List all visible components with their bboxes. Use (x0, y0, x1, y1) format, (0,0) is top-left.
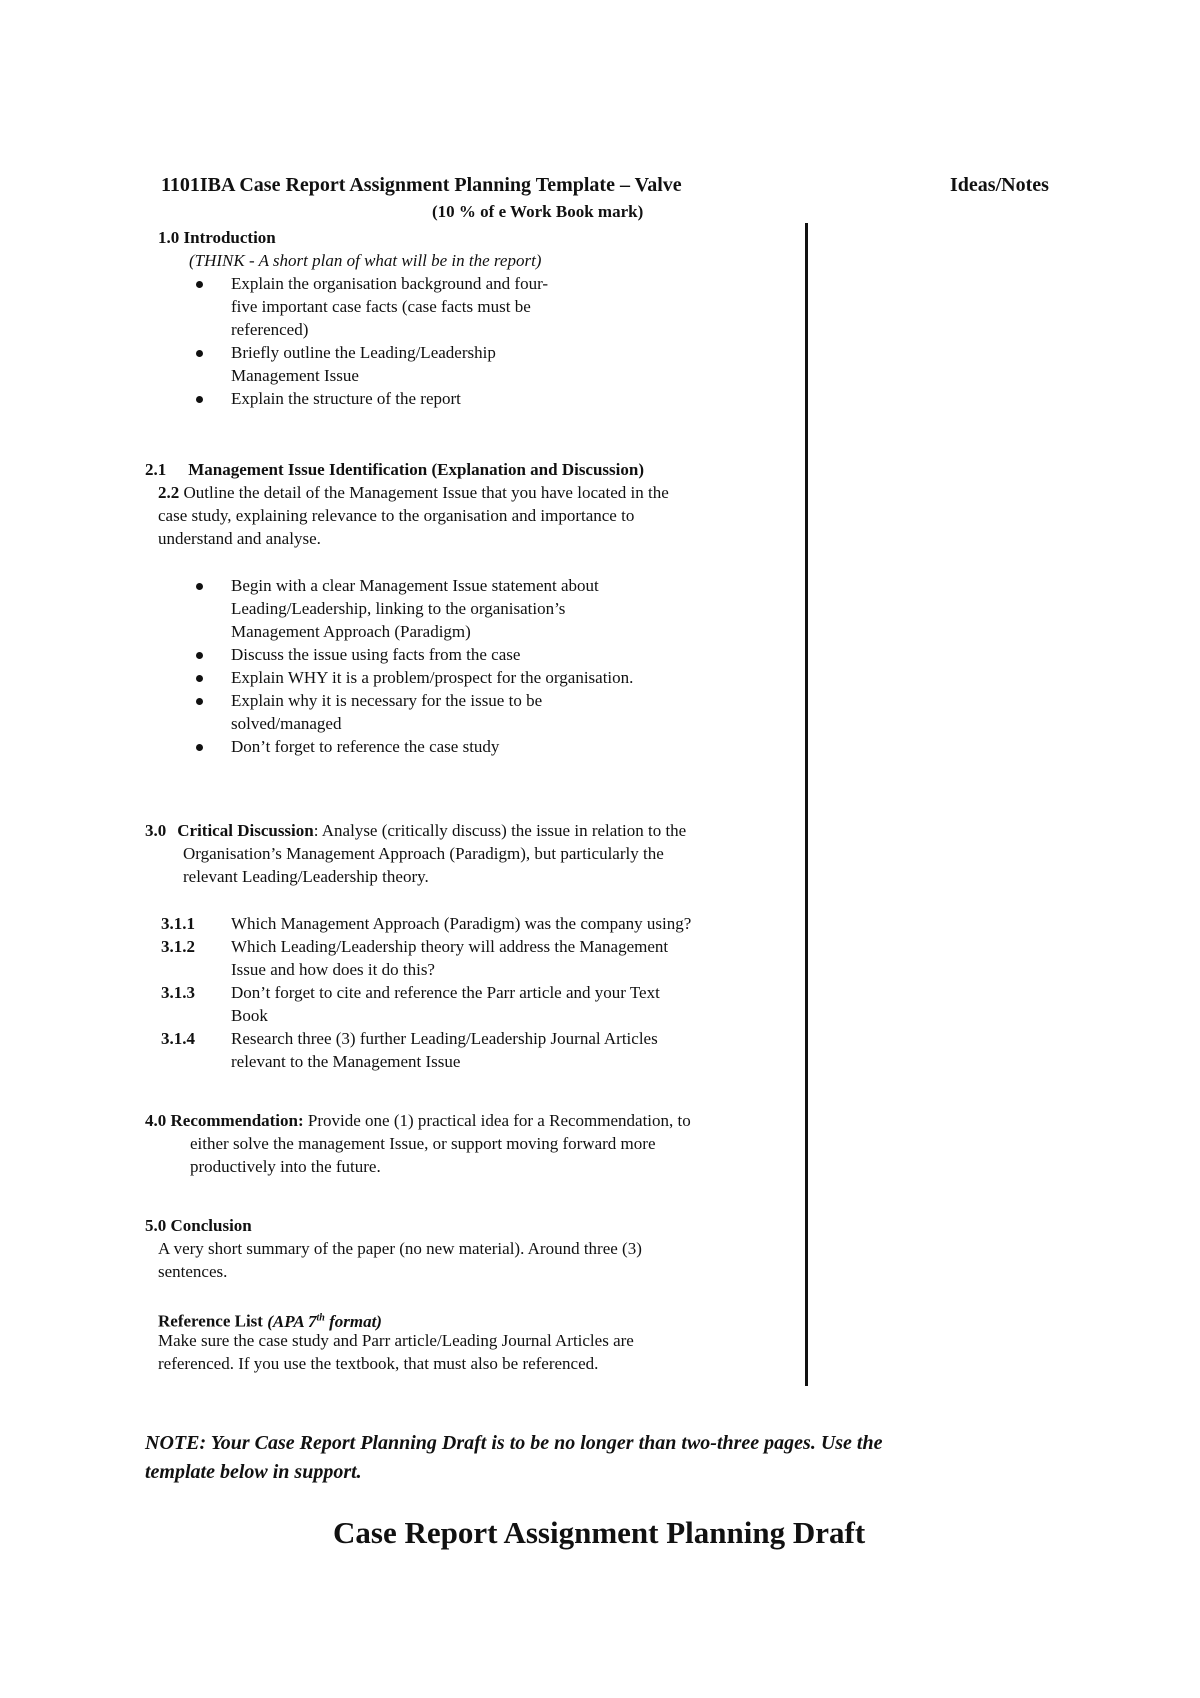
issue-bullet-list (196, 574, 633, 758)
critical-heading: 3.0 Critical Discussion: Analyse (critically discuss) the issue in relation to the (145, 821, 687, 840)
critical-numbered-list (161, 912, 691, 1073)
intro-bullet-list (196, 272, 548, 410)
reference-description: Make sure the case study and Parr article/Leading Journal Articles are referenced. If you use the textbook, that must also be referenced. (158, 1331, 634, 1373)
conclusion-description: A very short summary of the paper (no new material). Around three (3) sentences. (158, 1239, 642, 1281)
bullet-icon (196, 396, 203, 403)
list-item: Discuss the issue using facts from the case (196, 643, 633, 666)
bullet-icon (196, 652, 203, 659)
note-text: NOTE: Your Case Report Planning Draft is to be no longer than two-three pages. Use the template below in support. (145, 1432, 883, 1483)
issue-heading: 2.1 Management Issue Identification (Explanation and Discussion) (145, 460, 645, 479)
bullet-icon (196, 744, 203, 751)
list-item: Begin with a clear Management Issue statement about Leading/Leadership, linking to the organisation’s Management Approach (Paradigm) (196, 574, 633, 643)
list-item: Don’t forget to reference the case study (196, 735, 633, 758)
list-item: Explain the organisation background and four- five important case facts (case facts must be referenced) (196, 272, 548, 341)
bullet-icon (196, 583, 203, 590)
list-item: 3.1.4 Research three (3) further Leading/Leadership Journal Articles relevant to the Management Issue (161, 1029, 658, 1071)
reference-heading: Reference List (APA 7th format) (158, 1311, 382, 1331)
document-subtitle: (10 % of e Work Book mark) (432, 202, 644, 221)
intro-heading: 1.0 Introduction (158, 228, 276, 247)
list-item: Explain WHY it is a problem/prospect for the organisation. (196, 666, 633, 689)
list-item: 3.1.2 Which Leading/Leadership theory will address the Management Issue and how does it do this? (161, 937, 669, 979)
list-item: Explain the structure of the report (196, 387, 548, 410)
issue-description: 2.2 Outline the detail of the Management Issue that you have located in the case study, explaining relevance to the organisation and importance to understand and analyse. (158, 483, 669, 548)
list-item: 3.1.3 Don’t forget to cite and reference the Parr article and your Text Book (161, 983, 660, 1025)
conclusion-heading: 5.0 Conclusion (145, 1216, 252, 1235)
recommendation-heading: 4.0 Recommendation: Provide one (1) practical idea for a Recommendation, to (145, 1111, 691, 1130)
bullet-icon (196, 281, 203, 288)
intro-think: (THINK - A short plan of what will be in the report) (189, 251, 542, 270)
list-item: Briefly outline the Leading/Leadership Management Issue (196, 341, 548, 387)
critical-description: Organisation’s Management Approach (Paradigm), but particularly the relevant Leading/Leadership theory. (183, 844, 664, 886)
list-item: Explain why it is necessary for the issue to be solved/managed (196, 689, 633, 735)
column-divider (805, 223, 808, 1386)
bullet-icon (196, 698, 203, 705)
recommendation-description: either solve the management Issue, or support moving forward more productively into the future. (190, 1134, 656, 1176)
notes-column-title: Ideas/Notes (950, 174, 1049, 196)
bullet-icon (196, 675, 203, 682)
document-title: 1101IBA Case Report Assignment Planning Template – Valve (161, 174, 682, 196)
list-item: 3.1.1 Which Management Approach (Paradigm) was the company using? (161, 914, 692, 933)
bullet-icon (196, 350, 203, 357)
draft-title: Case Report Assignment Planning Draft (333, 1515, 866, 1550)
